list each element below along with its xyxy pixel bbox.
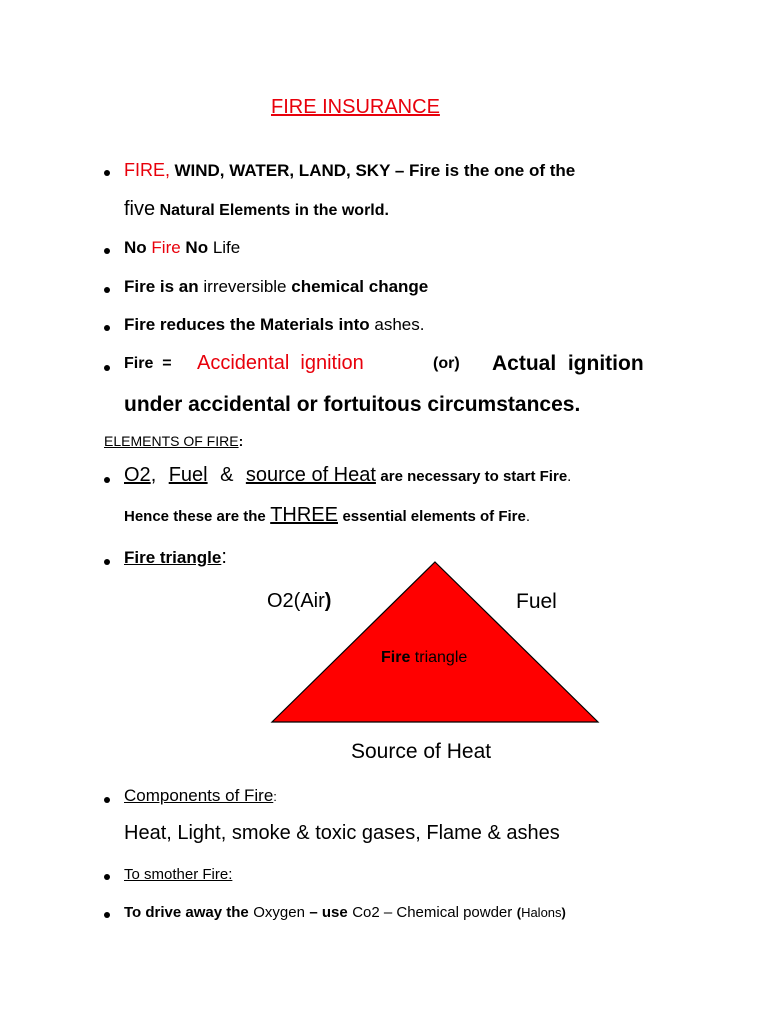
o2-air-label-text: O2(Air: [267, 590, 325, 612]
period: .: [567, 468, 572, 485]
ampersand: &: [220, 464, 234, 486]
fire-equals: Fire =: [124, 355, 172, 372]
no-word: No: [185, 238, 209, 257]
bullet-dot: [104, 287, 110, 293]
fire-triangle-shape: [270, 560, 600, 725]
bullet-dot: [104, 874, 110, 880]
co2-text: Co2 – Chemical powder: [352, 904, 513, 921]
halons-word: Halons: [521, 905, 562, 920]
components-list: Heat, Light, smoke & toxic gases, Flame & ashes: [124, 822, 560, 844]
bullet-3-lead: Fire is an: [124, 277, 199, 296]
comma: ,: [150, 464, 157, 486]
o2-air-paren: ): [324, 590, 332, 612]
fuel-label: Fuel: [516, 590, 557, 613]
bullet-4: [124, 315, 424, 335]
page-title: FIRE INSURANCE: [271, 96, 440, 118]
triangle-inner-bold: Fire: [381, 649, 411, 666]
actual-ignition: Actual ignition: [492, 352, 644, 375]
components-heading: [124, 786, 277, 806]
essential-text: essential elements of Fire: [342, 508, 526, 525]
or-word: (or): [433, 355, 460, 372]
bullet-dot: [104, 477, 110, 483]
o2-air-label: [267, 590, 331, 613]
elements-heading: [104, 433, 243, 449]
o2-word: O2: [124, 464, 151, 486]
source-of-heat-label: Source of Heat: [351, 740, 492, 763]
bullet-dot: [104, 559, 110, 565]
drive-line: [124, 904, 566, 922]
elements-heading-colon: :: [238, 433, 244, 449]
heat-word: source of Heat: [245, 464, 376, 486]
bullet-2: [124, 238, 240, 258]
components-heading-text: Components of Fire: [124, 786, 274, 805]
bullet-4-end: ashes.: [374, 315, 425, 334]
bullet-1-line-2: [124, 198, 389, 221]
oxygen-word: Oxygen: [253, 904, 305, 921]
triangle-inner-label: [381, 649, 467, 667]
bullet-1-text: WIND, WATER, LAND, SKY – Fire is the one of the: [174, 161, 576, 180]
accidental-ignition: Accidental ignition: [197, 352, 364, 374]
bullet-dot: [104, 912, 110, 918]
paren: ): [561, 905, 566, 920]
necessary-text: are necessary to start Fire: [380, 468, 568, 485]
colon: :: [273, 789, 277, 804]
three-word: THREE: [270, 504, 338, 526]
triangle-polygon: [272, 562, 598, 722]
elements-line-2: [124, 504, 530, 527]
bullet-3: [124, 277, 428, 297]
five-word: five: [124, 198, 156, 220]
bullet-5-line-2: under accidental or fortuitous circumstances.: [124, 393, 581, 416]
bullet-4-lead: Fire reduces the Materials into: [124, 315, 370, 334]
bullet-dot: [104, 325, 110, 331]
elements-line-1: [124, 464, 571, 487]
use-word: – use: [309, 904, 348, 921]
triangle-inner-rest: triangle: [414, 649, 468, 666]
colon: :: [221, 546, 227, 568]
paren: (: [516, 905, 522, 920]
bullet-dot: [104, 797, 110, 803]
fire-triangle-heading: [124, 546, 227, 569]
bullet-dot: [104, 248, 110, 254]
life-word: Life: [212, 238, 241, 257]
fire-triangle-heading-text: Fire triangle: [124, 548, 222, 567]
period: .: [525, 508, 531, 525]
bullet-3-end: chemical change: [291, 277, 429, 296]
hence-text: Hence these are the: [124, 508, 266, 525]
bullet-1-line-1: [124, 160, 575, 181]
no-word: No: [124, 238, 147, 257]
bullet-3-mid: irreversible: [203, 277, 287, 296]
smother-heading: To smother Fire:: [124, 866, 233, 883]
fire-word: FIRE,: [124, 160, 171, 180]
fire-word: Fire: [151, 238, 181, 257]
bullet-dot: [104, 365, 110, 371]
bullet-dot: [104, 170, 110, 176]
elements-heading-text: ELEMENTS OF FIRE: [104, 433, 239, 449]
fuel-word: Fuel: [168, 464, 208, 486]
drive-lead: To drive away the: [124, 904, 249, 921]
bullet-1-tail: Natural Elements in the world.: [159, 202, 389, 219]
